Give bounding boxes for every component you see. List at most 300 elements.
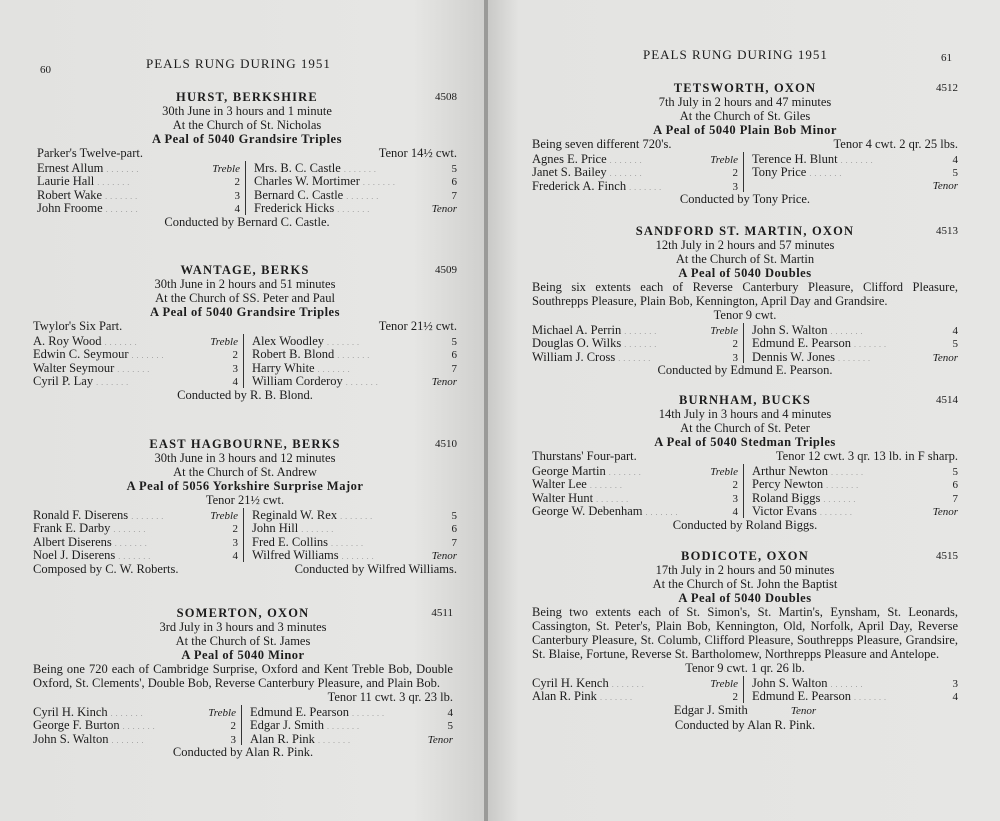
peal-detail: 14th July in 3 hours and 4 minutes xyxy=(658,407,832,421)
bell-number: 2 xyxy=(230,720,236,733)
ringer-row xyxy=(532,323,738,336)
ringer-row xyxy=(254,201,457,214)
ringer-row xyxy=(532,477,738,490)
bell-number: Treble xyxy=(710,325,738,337)
leader-dots: ....... xyxy=(317,735,353,745)
leader-dots: ....... xyxy=(624,340,660,350)
ringer-row xyxy=(532,504,738,517)
conductor: Conducted by R. B. Blond. xyxy=(177,387,313,402)
ringer-name: John S. Walton xyxy=(33,731,109,746)
ringer-row xyxy=(254,174,457,187)
peal-title: A Peal of 5040 Grandsire Triples xyxy=(150,305,340,319)
conductor: Conducted by Edmund E. Pearson. xyxy=(657,363,833,378)
ringer-name: Walter Lee xyxy=(532,477,587,492)
band xyxy=(532,323,958,363)
band xyxy=(532,676,958,703)
peal-number: 4508 xyxy=(435,91,457,103)
ringer-row xyxy=(532,165,738,178)
leader-dots: ....... xyxy=(331,538,367,548)
peal-place: BURNHAM, BUCKS 4514 xyxy=(678,393,958,407)
ringer-name: Agnes E. Price xyxy=(532,152,607,166)
peal-entry xyxy=(532,81,958,206)
bell-number: 4 xyxy=(232,550,238,563)
leader-dots: ....... xyxy=(131,351,167,361)
peal-entry xyxy=(33,437,457,576)
bell-number: 7 xyxy=(952,492,958,505)
bell-number: 4 xyxy=(952,154,958,166)
ringer-name: Cyril H. Kench xyxy=(532,676,609,690)
peal-detail: At the Church of St. John the Baptist xyxy=(652,577,838,591)
peal-entry xyxy=(532,393,958,532)
ringer-row xyxy=(33,535,238,548)
peal-detail: At the Church of St. Andrew xyxy=(173,465,317,479)
ringer-name: Edgar J. Smith xyxy=(250,718,324,733)
leader-dots: ....... xyxy=(337,351,373,361)
ringer-name: Janet S. Bailey xyxy=(532,165,607,180)
ringer-row xyxy=(33,508,238,521)
conductor: Conducted by Alan R. Pink. xyxy=(172,745,314,760)
ringer-row xyxy=(33,347,238,360)
ringer-row xyxy=(33,718,236,731)
bell-number: Tenor xyxy=(932,179,958,192)
band-left-column xyxy=(37,161,246,215)
ringer-name: Cyril H. Kinch xyxy=(33,705,108,719)
credits-row xyxy=(33,562,457,576)
peal-detail: At the Church of St. Peter xyxy=(680,421,810,435)
ringer-name: Victor Evans xyxy=(752,504,817,519)
leader-dots: ....... xyxy=(326,722,362,732)
leader-dots: ....... xyxy=(340,512,376,521)
ringer-name: Wilfred Williams xyxy=(252,548,339,563)
bell-number: Tenor xyxy=(932,351,958,364)
ringer-row xyxy=(252,347,457,360)
peal-number: 4513 xyxy=(936,225,958,237)
bell-number: 3 xyxy=(230,733,236,746)
band xyxy=(37,161,457,215)
bell-number: Treble xyxy=(710,678,738,690)
ringer-row xyxy=(252,361,457,374)
ringer-row xyxy=(250,705,453,718)
ringer-name: Frederick Hicks xyxy=(254,201,335,216)
peal-place: SOMERTON, OXON 4511 xyxy=(176,606,453,620)
peal-place: BODICOTE, OXON 4515 xyxy=(681,549,958,563)
ringer-row xyxy=(752,464,958,477)
bell-number: 2 xyxy=(234,176,240,189)
tenor-weight: Tenor 12 cwt. 3 qr. 13 lb. in F sharp. xyxy=(775,449,958,463)
bell-number: 6 xyxy=(952,479,958,492)
leader-dots: ....... xyxy=(110,709,146,718)
bell-number: 2 xyxy=(732,338,738,351)
peal-place: EAST HAGBOURNE, BERKS 4510 xyxy=(149,437,457,451)
ringer-row xyxy=(532,336,738,349)
ringer-row xyxy=(532,676,738,689)
ringer-row xyxy=(37,201,240,214)
bell-number: 3 xyxy=(232,362,238,375)
ringer-row xyxy=(33,374,238,387)
leader-dots: ....... xyxy=(105,191,141,201)
bell-number: 2 xyxy=(232,523,238,536)
peal-number: 4515 xyxy=(936,550,958,562)
bell-number: 4 xyxy=(447,707,453,719)
peal-number: 4514 xyxy=(936,394,958,406)
page-number: 60 xyxy=(40,64,51,76)
leader-dots: ....... xyxy=(114,538,150,548)
ringer-name: John Froome xyxy=(37,201,103,216)
band-right-column xyxy=(744,464,958,518)
ringer-name: Reginald W. Rex xyxy=(252,508,338,522)
leader-dots: ....... xyxy=(96,378,132,388)
band-right-column xyxy=(246,161,457,215)
bell-number: Treble xyxy=(210,510,238,522)
ringer-row xyxy=(254,161,457,174)
bell-number: 7 xyxy=(451,362,457,375)
band-right-column xyxy=(244,508,457,562)
leader-dots: ....... xyxy=(317,364,353,374)
ringer-row xyxy=(33,521,238,534)
bell-number: 3 xyxy=(234,189,240,202)
ringer-name: A. Roy Wood xyxy=(33,334,102,348)
left-page xyxy=(0,0,486,821)
ringer-row xyxy=(37,188,240,201)
peal-detail: 12th July in 2 hours and 57 minutes xyxy=(655,238,835,252)
leader-dots: ....... xyxy=(122,722,158,732)
bell-number: 6 xyxy=(451,349,457,362)
bell-number: Treble xyxy=(710,154,738,166)
ringer-row xyxy=(532,350,738,363)
method-note: Being two extents each of St. Simon's, St. Martin's, Eynsham, St. Leonards, Cassington, St. Peter's, Plain Bob, Kennington, Old, Norfolk, April Day, Reverse Canterbury Pleasure, St. Columb, Clifford Pleasure, Southrepps Pleasure, Grandsire, St. Blaise, Fortune, Reverse St. Bartholomew, Northrepps Pleasure and Antelope. xyxy=(532,605,958,661)
leader-dots: ....... xyxy=(105,205,141,215)
leader-dots: ....... xyxy=(609,169,645,179)
bell-number: Tenor xyxy=(427,733,453,746)
band xyxy=(33,705,453,745)
bell-number: 3 xyxy=(952,678,958,690)
tenor-weight: Tenor 14½ cwt. xyxy=(378,146,457,160)
peal-detail: At the Church of SS. Peter and Paul xyxy=(155,291,335,305)
leader-dots: ....... xyxy=(131,512,167,521)
ringer-row xyxy=(752,676,958,689)
peal-place: TETSWORTH, OXON 4512 xyxy=(673,81,958,95)
peal-place: HURST, BERKSHIRE 4508 xyxy=(176,90,457,104)
ringer-name: William Corderoy xyxy=(252,374,343,389)
leader-dots: ....... xyxy=(629,182,665,192)
ringer-row xyxy=(752,504,958,517)
peal-title: A Peal of 5040 Plain Bob Minor xyxy=(653,123,837,137)
bell-number: 2 xyxy=(732,167,738,180)
ringer-row xyxy=(33,705,236,718)
ringer-row xyxy=(532,689,738,702)
ringer-row xyxy=(752,491,958,504)
leader-dots: ....... xyxy=(589,481,625,491)
leader-dots: ....... xyxy=(113,525,149,535)
running-head: PEALS RUNG DURING 1951 xyxy=(146,56,331,71)
ringer-name: John S. Walton xyxy=(752,676,828,690)
peal-entry xyxy=(33,263,457,402)
ringer-row xyxy=(532,491,738,504)
bell-number: Tenor xyxy=(431,203,457,216)
leader-dots: ....... xyxy=(599,693,635,703)
ringer-name: Bernard C. Castle xyxy=(254,187,344,202)
bell-number: 7 xyxy=(451,536,457,549)
ringer-name: Albert Diserens xyxy=(33,534,112,549)
band-left-column xyxy=(33,705,242,745)
ringer-row xyxy=(37,174,240,187)
ringer-name: Michael A. Perrin xyxy=(532,323,622,337)
ringer-row xyxy=(752,152,958,165)
tenor-weight: Tenor 21½ cwt. xyxy=(378,319,457,333)
conductor: Conducted by Bernard C. Castle. xyxy=(164,214,330,229)
ringer-row xyxy=(532,179,738,192)
band-left-column xyxy=(532,323,744,363)
composition-row xyxy=(37,146,457,160)
leader-dots: ....... xyxy=(838,353,873,363)
ringer-name: Noel J. Diserens xyxy=(33,548,116,563)
leader-dots: ....... xyxy=(826,481,862,491)
peal-detail: 30th June in 2 hours and 51 minutes xyxy=(154,277,336,291)
ringer-name: Frank E. Darby xyxy=(33,521,111,536)
ringer-name: John S. Walton xyxy=(752,323,828,337)
band-right-column xyxy=(744,152,958,192)
composition: Parker's Twelve-part. xyxy=(37,146,143,160)
ringer-name: Walter Seymour xyxy=(33,360,115,375)
leader-dots: ....... xyxy=(327,338,363,347)
peal-number: 4512 xyxy=(936,82,958,94)
ringer-name: Edmund E. Pearson xyxy=(752,336,851,351)
peal-number: 4510 xyxy=(435,438,457,450)
ringer-row xyxy=(532,152,738,165)
ringer-row xyxy=(252,521,457,534)
peal-detail: 17th July in 2 hours and 50 minutes xyxy=(655,563,835,577)
leader-dots: ....... xyxy=(97,178,133,188)
running-head: PEALS RUNG DURING 1951 xyxy=(643,47,828,62)
bell-number: 4 xyxy=(732,506,738,519)
leader-dots: ....... xyxy=(853,693,889,703)
leader-dots: ....... xyxy=(608,468,644,477)
bell-number: 5 xyxy=(447,720,453,733)
band-right-column xyxy=(744,323,958,363)
band xyxy=(33,508,457,562)
peal-number: 4509 xyxy=(435,264,457,276)
peal-entry xyxy=(37,90,457,229)
ringer-name: Edgar J. Smith xyxy=(673,702,748,717)
peal-entry xyxy=(532,549,958,732)
band xyxy=(532,464,958,518)
peal-detail: At the Church of St. Giles xyxy=(679,109,811,123)
band-right-column xyxy=(242,705,453,745)
bell-number: 5 xyxy=(952,167,958,180)
conductor: Conducted by Tony Price. xyxy=(679,192,811,207)
method-note: Being one 720 each of Cambridge Surprise, Oxford and Kent Treble Bob, Double Oxford, St. Clements', Double Bob, Reverse Canterbury Pleasure, and Plain Bob. xyxy=(33,662,453,690)
bell-number: 6 xyxy=(451,523,457,536)
band-right-column xyxy=(244,334,457,388)
ringer-name: Alex Woodley xyxy=(252,334,325,348)
ringer-name: Douglas O. Wilks xyxy=(532,336,622,351)
band-left-column xyxy=(532,152,744,192)
tenor-weight: Tenor 4 cwt. 2 qr. 25 lbs. xyxy=(833,137,958,151)
ringer-name: Charles W. Mortimer xyxy=(254,174,360,189)
composition-row xyxy=(532,137,958,151)
peal-detail: 3rd July in 3 hours and 3 minutes xyxy=(159,620,327,634)
ringer-row xyxy=(33,334,238,347)
tenor-weight: Tenor 21½ cwt. xyxy=(205,493,285,507)
bell-number: 5 xyxy=(451,336,457,348)
leader-dots: ....... xyxy=(117,364,153,374)
peal-detail: At the Church of St. James xyxy=(175,634,311,648)
ringer-name: Roland Biggs xyxy=(752,490,821,505)
ringer-row xyxy=(37,161,240,174)
ringer-row xyxy=(532,464,738,477)
bell-number: 4 xyxy=(952,325,958,337)
ringer-name: Walter Hunt xyxy=(532,490,594,505)
composition-row xyxy=(33,690,453,704)
ringer-row xyxy=(250,732,453,745)
leader-dots: ....... xyxy=(106,165,142,174)
ringer-name: Alan R. Pink xyxy=(532,689,597,704)
ringer-name: Edmund E. Pearson xyxy=(752,689,851,704)
ringer-row xyxy=(252,374,457,387)
band xyxy=(532,152,958,192)
ringer-row xyxy=(752,336,958,349)
tenor-weight: Tenor 11 cwt. 3 qr. 23 lb. xyxy=(327,690,453,704)
ringer-name: Ernest Allum xyxy=(37,161,104,175)
leader-dots: ....... xyxy=(362,178,398,188)
ringer-name: Percy Newton xyxy=(752,477,824,492)
peal-title: A Peal of 5040 Doubles xyxy=(678,591,812,605)
tenor-weight: Tenor 9 cwt. 1 qr. 26 lb. xyxy=(685,661,805,675)
bell-number: 2 xyxy=(732,479,738,492)
bell-number: 3 xyxy=(732,351,738,364)
leader-dots: ....... xyxy=(346,191,382,201)
bell-number: 7 xyxy=(451,189,457,202)
ringer-name: Harry White xyxy=(252,360,315,375)
ringer-row xyxy=(33,732,236,745)
composition: Thurstans' Four-part. xyxy=(532,449,637,463)
leader-dots: ....... xyxy=(830,327,866,336)
composition-row xyxy=(33,319,457,333)
ringer-name: Dennis W. Jones xyxy=(752,349,835,364)
ringer-name: Arthur Newton xyxy=(752,464,829,478)
bell-number: Tenor xyxy=(431,376,457,389)
band-left-column xyxy=(33,334,244,388)
leader-dots: ....... xyxy=(609,156,645,165)
ringer-name: Tony Price xyxy=(752,165,807,180)
peal-title: A Peal of 5056 Yorkshire Surprise Major xyxy=(126,479,364,493)
ringer-row xyxy=(752,323,958,336)
bell-number: 5 xyxy=(451,163,457,175)
ringer-row xyxy=(252,508,457,521)
composition: Twylor's Six Part. xyxy=(33,319,123,333)
bell-number: 6 xyxy=(451,176,457,189)
bell-number: 4 xyxy=(232,376,238,389)
leader-dots: ....... xyxy=(853,340,889,350)
ringer-name: Edmund E. Pearson xyxy=(250,705,349,719)
bell-number: 2 xyxy=(232,349,238,362)
ringer-row xyxy=(752,689,958,702)
method-note: Being six extents each of Reverse Canterbury Pleasure, Clifford Pleasure, Southrepps Pleasure, Plain Bob, Kennington, April Day and Grandsire. xyxy=(532,280,958,308)
ringer-row xyxy=(252,535,457,548)
peal-entry xyxy=(532,224,958,377)
bell-number: 4 xyxy=(952,691,958,704)
peal-detail: 30th June in 3 hours and 12 minutes xyxy=(154,451,336,465)
ringer-row xyxy=(752,350,958,363)
peal-entry xyxy=(33,606,453,759)
bell-number: 3 xyxy=(732,180,738,193)
leader-dots: ....... xyxy=(809,169,845,179)
leader-dots: ....... xyxy=(111,735,147,745)
leader-dots: ....... xyxy=(831,468,867,477)
ringer-name: Robert Wake xyxy=(37,187,103,202)
ringer-row xyxy=(252,548,457,561)
ringer-name: George F. Burton xyxy=(33,718,120,733)
ringer-row xyxy=(752,477,958,490)
ringer-name: Edwin C. Seymour xyxy=(33,347,129,362)
leader-dots: ....... xyxy=(118,552,154,562)
composer: Composed by C. W. Roberts. xyxy=(33,561,179,576)
tenor-weight: Tenor 9 cwt. xyxy=(713,308,777,322)
ringer-name: Terence H. Blunt xyxy=(752,152,838,166)
peal-number: 4511 xyxy=(431,607,453,619)
composition: Being seven different 720's. xyxy=(532,137,672,151)
peal-place: WANTAGE, BERKS 4509 xyxy=(180,263,457,277)
right-page xyxy=(488,0,1000,821)
bell-number: Tenor xyxy=(932,506,958,519)
leader-dots: ....... xyxy=(611,680,647,689)
ringer-name: Alan R. Pink xyxy=(250,731,315,746)
composition-row xyxy=(532,449,958,463)
bell-number: Treble xyxy=(208,707,236,719)
leader-dots: ....... xyxy=(301,525,337,535)
ringer-name: Laurie Hall xyxy=(37,174,95,189)
leader-dots: ....... xyxy=(840,156,876,165)
ringer-name: Frederick A. Finch xyxy=(532,178,627,193)
band-left-column xyxy=(33,508,244,562)
ringer-row xyxy=(752,165,958,178)
leader-dots: ....... xyxy=(624,327,660,336)
leader-dots: ....... xyxy=(345,378,381,388)
ringer-name: George W. Debenham xyxy=(532,504,643,519)
bell-number: 2 xyxy=(732,691,738,704)
ringer-name: Robert B. Blond xyxy=(252,347,335,362)
page-number: 61 xyxy=(941,52,952,64)
conductor: Conducted by Alan R. Pink. xyxy=(674,717,816,732)
leader-dots: ....... xyxy=(823,494,859,504)
peal-title: A Peal of 5040 Doubles xyxy=(678,266,812,280)
leader-dots: ....... xyxy=(343,165,379,174)
ringer-name: John Hill xyxy=(252,521,299,536)
peal-title: A Peal of 5040 Stedman Triples xyxy=(654,435,836,449)
leader-dots: ....... xyxy=(819,508,855,518)
peal-title: A Peal of 5040 Minor xyxy=(181,648,305,662)
bell-number: 3 xyxy=(732,492,738,505)
ringer-row xyxy=(250,718,453,731)
peal-detail: 30th June in 3 hours and 1 minute xyxy=(162,104,332,118)
peal-place: SANDFORD ST. MARTIN, OXON 4513 xyxy=(635,224,958,238)
bell-number: 5 xyxy=(952,466,958,478)
leader-dots: ....... xyxy=(618,353,654,363)
conductor: Conducted by Roland Biggs. xyxy=(672,517,818,532)
ringer-row xyxy=(254,188,457,201)
peal-title: A Peal of 5040 Grandsire Triples xyxy=(152,132,342,146)
peal-detail: At the Church of St. Nicholas xyxy=(172,118,322,132)
bell-number: 4 xyxy=(234,203,240,216)
bell-number: Treble xyxy=(212,163,240,175)
leader-dots: ....... xyxy=(830,680,866,689)
band-right-column xyxy=(744,676,958,703)
bell-number: 5 xyxy=(952,338,958,351)
leader-dots: ....... xyxy=(341,552,377,562)
leader-dots: ....... xyxy=(337,205,373,215)
peal-detail: At the Church of St. Martin xyxy=(675,252,815,266)
band-left-column xyxy=(532,464,744,518)
